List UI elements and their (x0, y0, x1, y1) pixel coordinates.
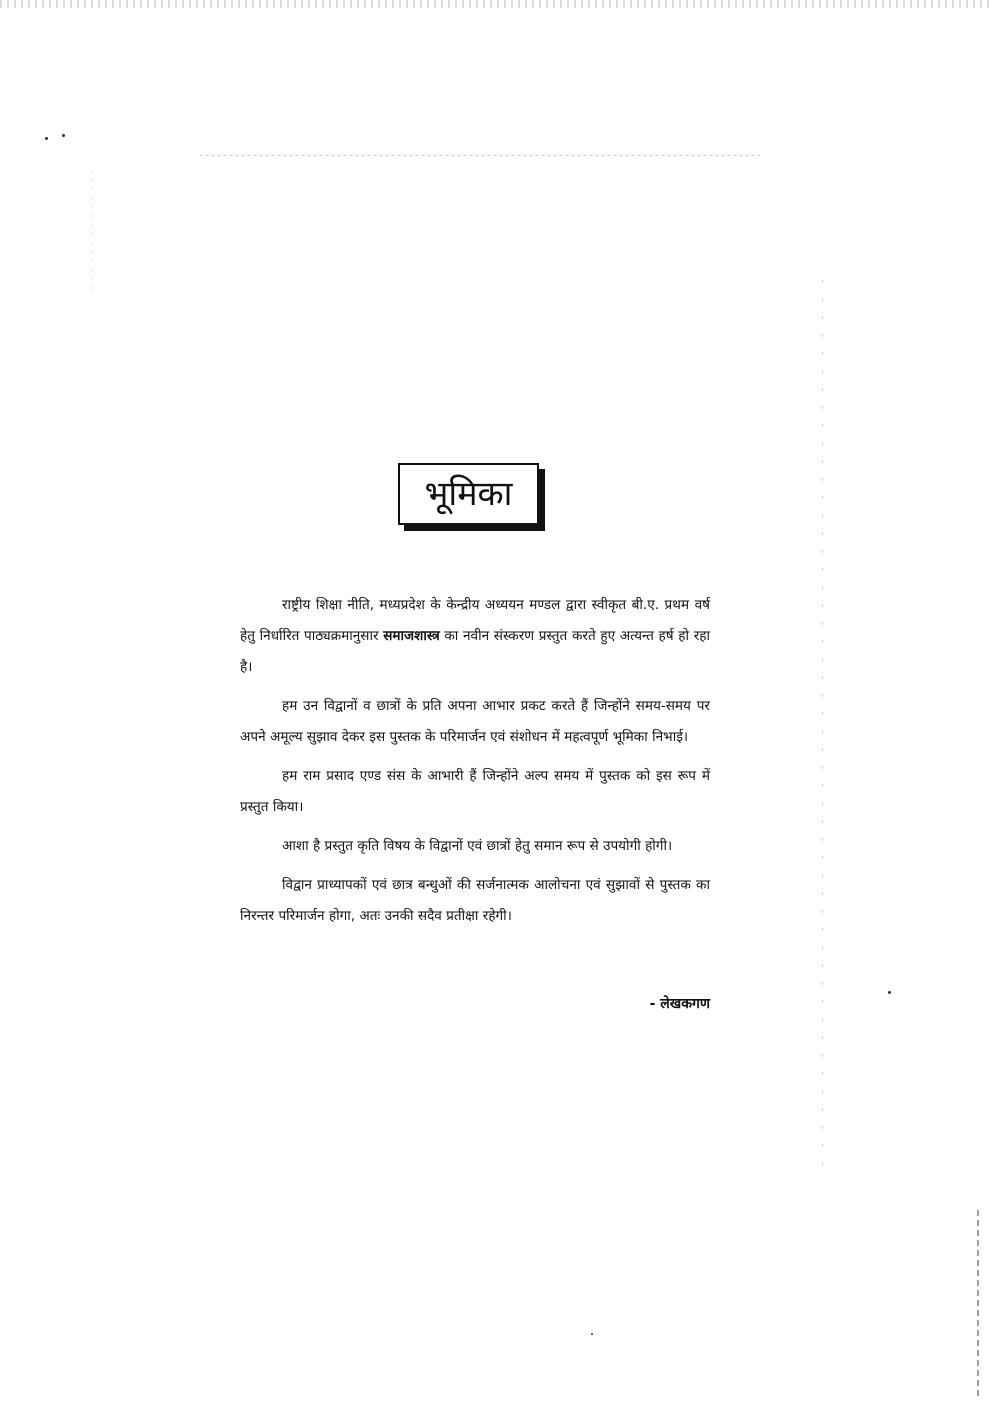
scan-artifact-right-bottom (977, 1210, 979, 1400)
paragraph-1-text-a: राष्ट्रीय शिक्षा नीति, मध्यप्रदेश के केन्द्रीय अध्ययन मण्डल द्वारा स्वीकृत बी.ए. प्रथम वर्ष हेतु निर्धारित पाठ्यक्रमानुसार (240, 597, 710, 644)
paragraph-1 (240, 590, 710, 683)
speck (62, 134, 65, 137)
scan-artifact-line (200, 155, 760, 156)
scan-artifact-top (0, 0, 992, 8)
scan-artifact-right (822, 280, 823, 1180)
speck (45, 137, 48, 140)
paragraph-5: विद्वान प्राध्यापकों एवं छात्र बन्धुओं की सर्जनात्मक आलोचना एवं सुझावों से पुस्तक का निरन्तर परिमार्जन होगा, अतः उनकी सदैव प्रतीक्षा रहेगी। (240, 877, 710, 924)
scan-artifact-left (92, 170, 93, 290)
author-signature: - लेखकगण (649, 996, 710, 1012)
paragraph-1-text-b: का नवीन संस्करण प्रस्तुत करते हुए अत्यन्त हर्ष हो रहा है। (240, 628, 710, 675)
page-title: भूमिका (424, 474, 513, 514)
paragraph-3: हम राम प्रसाद एण्ड संस के आभारी हैं जिन्होंने अल्प समय में पुस्तक को इस रूप में प्रस्तुत किया। (240, 768, 710, 815)
paragraph-4: आशा है प्रस्तुत कृति विषय के विद्वानों एवं छात्रों हेतु समान रूप से उपयोगी होगी। (282, 838, 673, 854)
subject-name: समाजशास्त्र (383, 628, 440, 644)
preface-body (240, 590, 710, 940)
speck (591, 1333, 593, 1335)
title-box (398, 463, 539, 525)
paragraph-2: हम उन विद्वानों व छात्रों के प्रति अपना आभार प्रकट करते हैं जिन्होंने समय-समय पर अपने अमूल्य सुझाव देकर इस पुस्तक के परिमार्जन एवं संशोधन में महत्वपूर्ण भूमिका निभाई। (240, 698, 710, 745)
speck (888, 991, 891, 994)
